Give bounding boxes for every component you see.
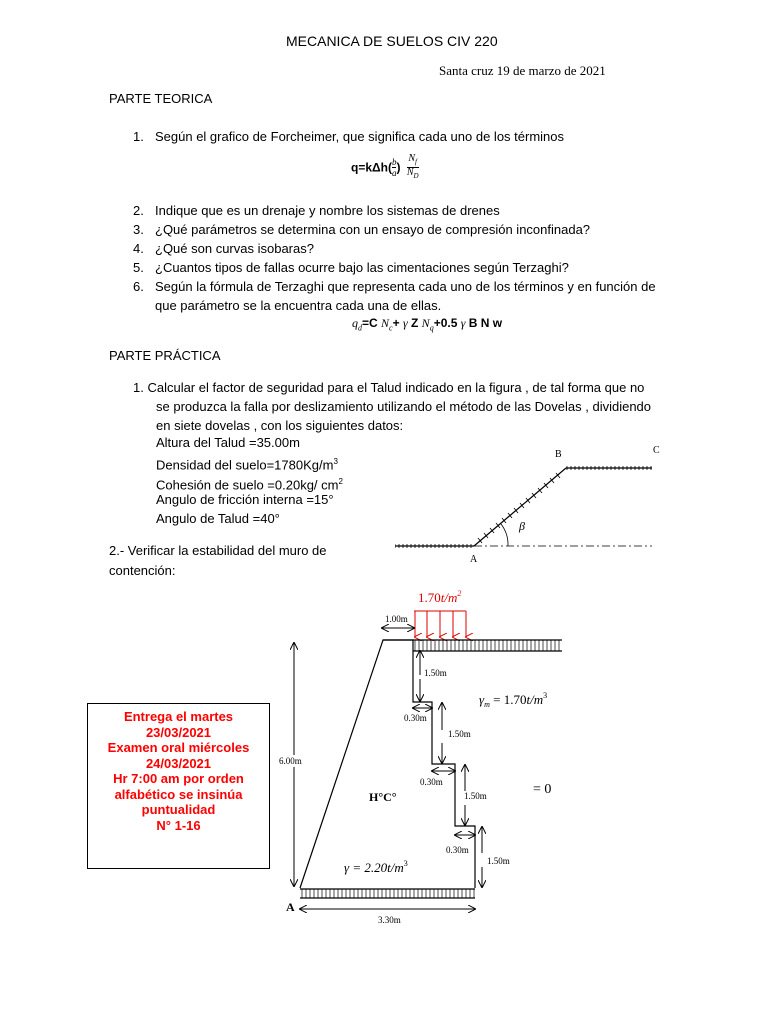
- notice-line: N° 1-16: [156, 817, 201, 833]
- notice-line: puntualidad: [141, 802, 216, 817]
- question-text: Indique que es un drenaje y nombre los sistemas de drenes: [155, 203, 500, 218]
- question-1: [133, 127, 733, 146]
- problem-2-line1: 2.- Verificar la estabilidad del muro de: [109, 543, 327, 558]
- question-text: ¿Qué parámetros se determina con un ensayo de compresión inconfinada?: [155, 222, 591, 237]
- base-hatching: [302, 889, 474, 898]
- question-number: 5.: [133, 260, 144, 275]
- point-c-label: C: [653, 445, 660, 456]
- forcheimer-formula: [351, 154, 419, 181]
- data-cohesion: Cohesión de suelo =0.20kg/ $cm^2$: [156, 477, 343, 493]
- question-4: [133, 239, 733, 258]
- question-text: ¿Qué son curvas isobaras?: [155, 241, 314, 256]
- step-height-1: 1.50m: [424, 668, 447, 678]
- formula-close: ): [396, 160, 401, 175]
- notice-line: 23/03/2021: [145, 724, 212, 740]
- notice-box: [87, 703, 270, 869]
- notice-line: Examen oral miércoles: [107, 740, 250, 755]
- question-text: ¿Cuantos tipos de fallas ocurre bajo las cimentaciones según Terzaghi?: [155, 260, 569, 275]
- backfill-hatching: [415, 640, 559, 651]
- problem-1-line2: se produzca la falla por deslizamiento utilizando el método de las Dovelas , dividiendo: [156, 399, 652, 414]
- question-3: [133, 220, 733, 239]
- terzaghi-formula: $q_d=C$ $N_c+ \gamma$ Z $N_q+0.5$ γ B N w: [352, 316, 503, 333]
- formula-fraction-ba: $\frac{b}{a}$: [391, 157, 397, 178]
- data-angulo-talud: Angulo de Talud =40°: [156, 511, 280, 526]
- gamma-m-label: $\gamma_m = 1.70t/m^3$: [479, 691, 548, 709]
- data-altura: Altura del Talud =35.00m: [156, 435, 300, 450]
- retaining-wall-figure: [270, 585, 580, 940]
- section-heading-teoria: PARTE TEORICA: [109, 91, 213, 106]
- question-6: [133, 277, 733, 317]
- question-text: Según la fórmula de Terzaghi que representa cada uno de los términos y en función de: [155, 279, 656, 294]
- question-number: 3.: [133, 222, 144, 237]
- question-number: 6.: [133, 279, 144, 294]
- step-width-2: 0.30m: [420, 777, 443, 787]
- section-heading-practica: PARTE PRÁCTICA: [109, 348, 221, 363]
- formula-fraction-n: $\frac{N_f}{N_D}$: [406, 153, 419, 180]
- notice-line: Entrega el martes: [123, 709, 234, 724]
- data-friccion: Angulo de fricción interna =15°: [156, 492, 334, 507]
- problem-2-line2: contención:: [109, 563, 176, 578]
- question-number: 2.: [133, 203, 144, 218]
- beta-label: β: [519, 519, 525, 533]
- slope-figure: [390, 440, 665, 565]
- step-width-1: 0.30m: [404, 713, 427, 723]
- dim-base-label: 3.30m: [378, 915, 401, 925]
- point-a-label: A: [470, 554, 478, 565]
- question-5: [133, 258, 733, 277]
- question-number: 1.: [133, 129, 144, 144]
- point-b-label: B: [555, 449, 562, 460]
- notice-line: alfabético se insinúa: [114, 786, 243, 802]
- data-densidad: Densidad del $suelo=1780Kg/m^3$: [156, 457, 338, 473]
- notice-line: 24/03/2021: [145, 755, 212, 771]
- notice-line: Hr 7:00 am por orden: [113, 771, 244, 786]
- gamma-concrete-label: $\gamma = 2.20t/m^3$: [344, 859, 408, 875]
- dim-height-label: 6.00m: [279, 756, 302, 766]
- equals-zero: = 0: [533, 782, 552, 797]
- point-a-label: A: [286, 900, 295, 914]
- question-text-cont: que parámetro se la encuentra cada una de ellas.: [155, 298, 442, 313]
- step-height-2: 1.50m: [448, 729, 471, 739]
- step-height-3: 1.50m: [464, 791, 487, 801]
- question-2: [133, 201, 733, 220]
- page-title: MECANICA DE SUELOS CIV 220: [286, 33, 498, 49]
- load-arrows: [415, 611, 466, 637]
- dim-top-label: 1.00m: [385, 614, 408, 624]
- formula-lhs: q=kΔh(: [351, 160, 392, 175]
- document-date: Santa cruz 19 de marzo de 2021: [439, 63, 606, 78]
- question-number: 4.: [133, 241, 144, 256]
- problem-1-line3: en siete dovelas , con los siguientes datos:: [156, 418, 404, 433]
- step-height-4: 1.50m: [487, 856, 510, 866]
- hc-label: H°C°: [369, 790, 397, 804]
- step-width-3: 0.30m: [446, 845, 469, 855]
- problem-1-line1: 1. Calcular el factor de seguridad para el Talud indicado en la figura , de tal forma que no: [133, 380, 645, 395]
- question-text: Según el grafico de Forcheimer, que significa cada uno de los términos: [155, 129, 565, 144]
- load-label: $1.70t/m^2$: [418, 589, 462, 605]
